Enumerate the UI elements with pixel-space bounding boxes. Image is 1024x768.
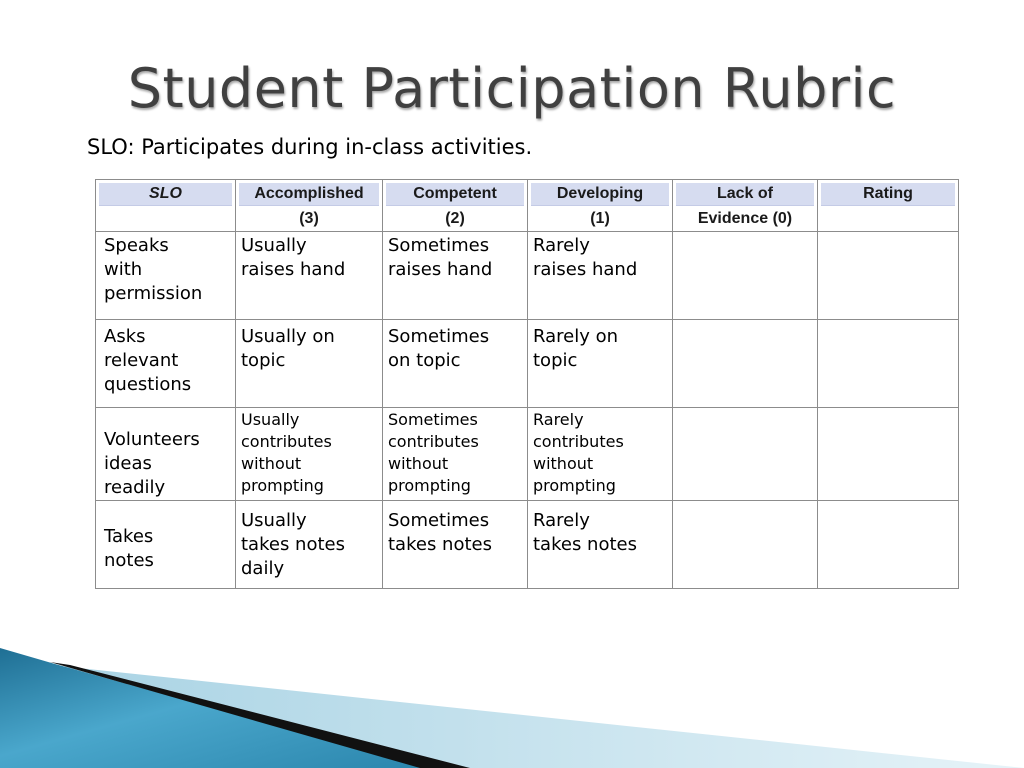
header-label: Developing (1): [556, 185, 644, 227]
table-row: [96, 408, 959, 501]
header-cell-competent: [383, 180, 528, 232]
lack-of-evidence-cell: [673, 501, 818, 589]
accomplished-cell: Usually raises hand: [236, 232, 383, 320]
developing-cell: Rarely takes notes: [528, 501, 673, 589]
slide-subtitle: SLO: Participates during in-class activities.: [87, 135, 533, 159]
lack-of-evidence-cell: [673, 320, 818, 408]
rating-cell: [818, 408, 959, 501]
header-cell-developing: [528, 180, 673, 232]
competent-cell: Sometimes takes notes: [383, 501, 528, 589]
accomplished-cell: Usually takes notes daily: [236, 501, 383, 589]
header-label: Rating: [863, 185, 913, 202]
skill-cell: Takes notes: [96, 501, 236, 589]
developing-cell: Rarely on topic: [528, 320, 673, 408]
developing-cell: Rarely raises hand: [528, 232, 673, 320]
lack-of-evidence-cell: [673, 408, 818, 501]
lack-of-evidence-cell: [673, 232, 818, 320]
header-cell-slo: [96, 180, 236, 232]
skill-cell: Volunteers ideas readily: [96, 408, 236, 501]
competent-cell: Sometimes on topic: [383, 320, 528, 408]
skill-cell: Asks relevant questions: [96, 320, 236, 408]
rating-cell: [818, 232, 959, 320]
rating-cell: [818, 320, 959, 408]
competent-cell: Sometimes raises hand: [383, 232, 528, 320]
corner-decoration: [0, 620, 1024, 768]
header-cell-lack-of-evidence: [673, 180, 818, 232]
accomplished-cell: Usually contributes without prompting: [236, 408, 383, 501]
table-row: [96, 232, 959, 320]
header-row: [96, 180, 959, 232]
table-row: [96, 501, 959, 589]
header-label: Lack of Evidence (0): [697, 185, 793, 227]
competent-cell: Sometimes contributes without prompting: [383, 408, 528, 501]
rubric-table: [95, 179, 959, 589]
header-cell-accomplished: [236, 180, 383, 232]
header-label: Competent (2): [413, 185, 497, 227]
header-cell-rating: [818, 180, 959, 232]
skill-cell: Speaks with permission: [96, 232, 236, 320]
rating-cell: [818, 501, 959, 589]
table-row: [96, 320, 959, 408]
header-label: Accomplished (3): [254, 185, 364, 227]
developing-cell: Rarely contributes without prompting: [528, 408, 673, 501]
slide-title: Student Participation Rubric: [127, 57, 897, 120]
accomplished-cell: Usually on topic: [236, 320, 383, 408]
header-label: SLO: [149, 185, 182, 202]
